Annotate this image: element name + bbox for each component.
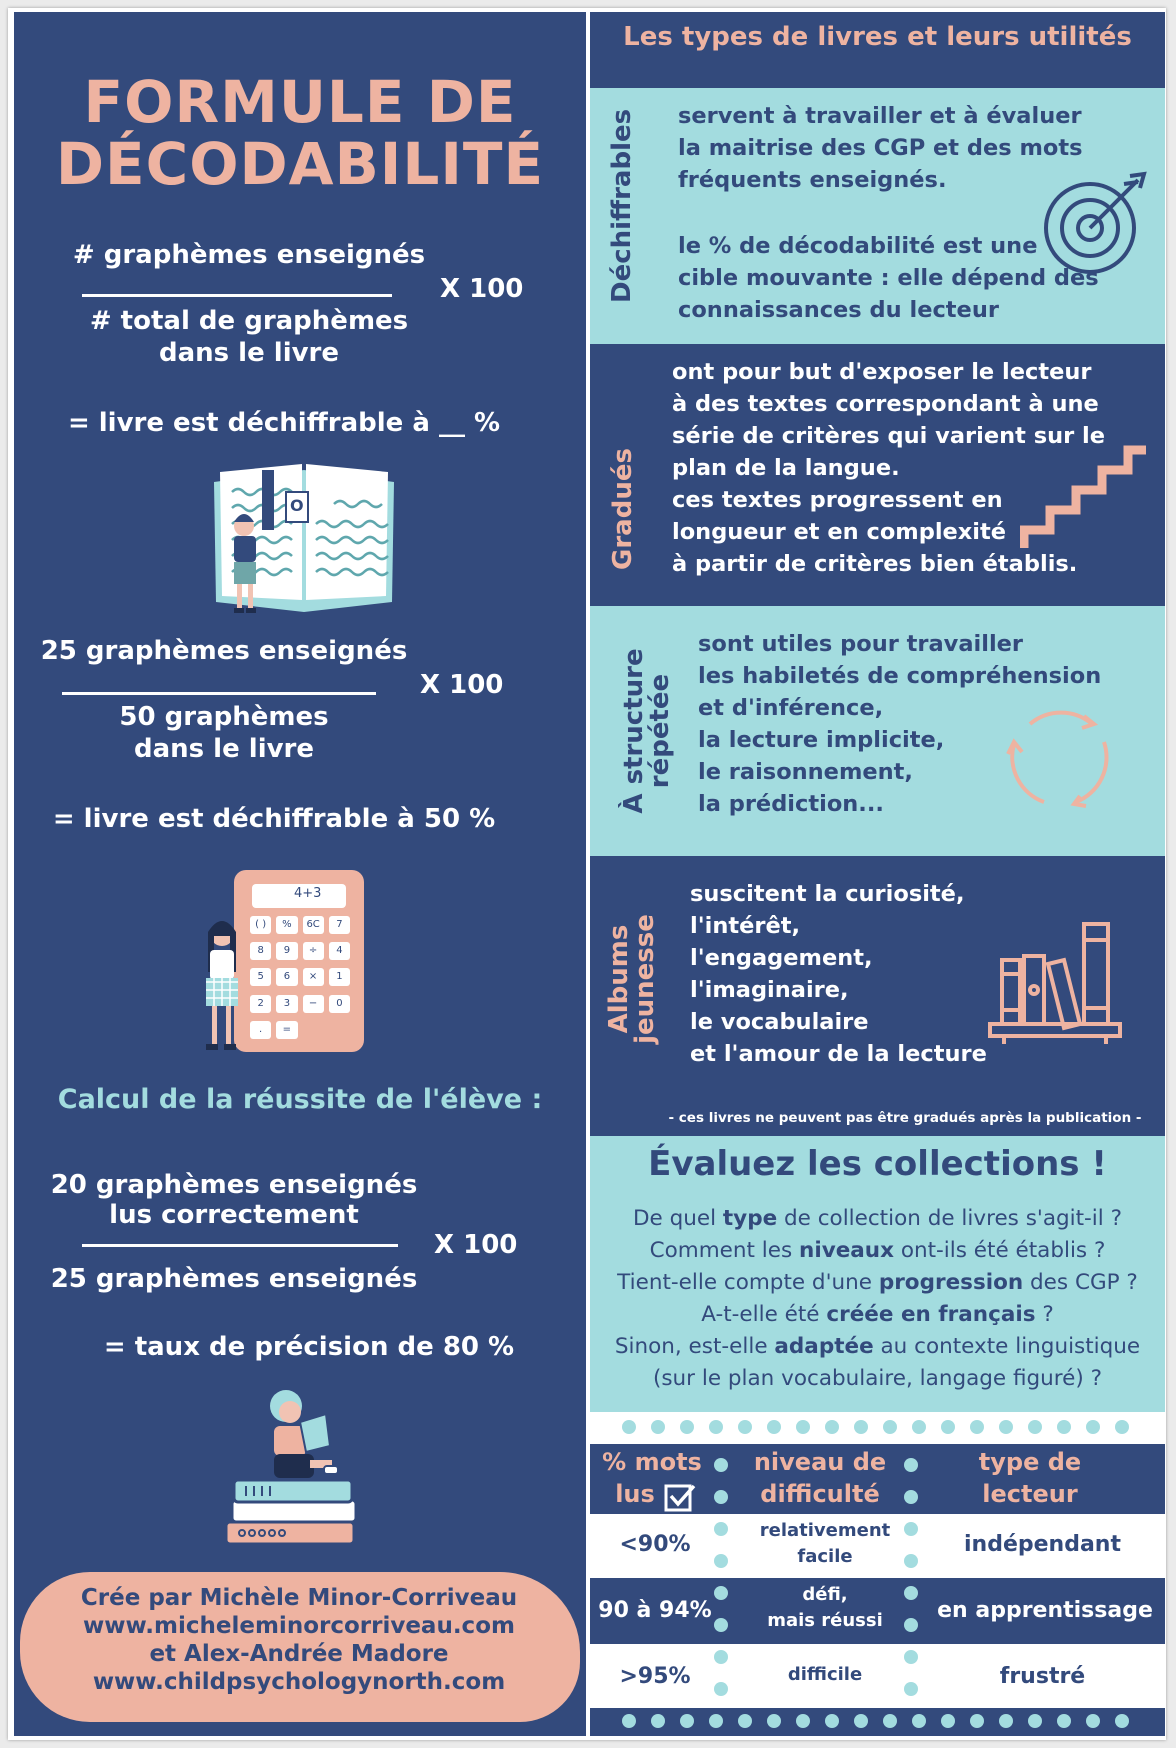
checkbox-check-icon (664, 1482, 698, 1512)
row1-pct: <90% (619, 1532, 691, 1557)
example-numerator: 25 graphèmes enseignés (40, 636, 408, 666)
th-reader-line-2: lecteur (982, 1480, 1078, 1508)
decorative-dot (1115, 1714, 1129, 1728)
label-gradues: Gradués (608, 448, 638, 570)
eval-question: De quel type de collection de livres s'agit-il ? (632, 1206, 1123, 1231)
row3-reader: frustré (999, 1664, 1086, 1689)
decorative-dot (1057, 1714, 1071, 1728)
th-pct-line-2: lus (615, 1480, 655, 1508)
separator-dot (904, 1490, 918, 1504)
decorative-dot (651, 1420, 665, 1434)
success-numerator-line-1: 20 graphèmes enseignés (50, 1170, 418, 1200)
eval-question: (sur le plan vocabulaire, langage figuré) ? (652, 1366, 1103, 1391)
row1-level-line-2: facile (797, 1546, 853, 1567)
stairs-icon (1020, 444, 1150, 554)
albums-note: - ces livres ne peuvent pas être gradués après la publication - (668, 1110, 1142, 1126)
open-book-illustration (204, 452, 404, 622)
bookshelf-icon (986, 920, 1126, 1050)
separator-dot (714, 1682, 728, 1696)
decorative-dot (651, 1714, 665, 1728)
table-row-1 (590, 1514, 1165, 1578)
band-dechiffrables (590, 88, 1165, 344)
eval-question: A-t-elle été créée en français ? (701, 1302, 1054, 1327)
calculator-key: ÷ (303, 942, 324, 960)
dots-row-top-band (590, 1412, 1165, 1444)
band-gradues (590, 344, 1165, 606)
decorative-dot (1028, 1420, 1042, 1434)
decorative-dot (767, 1714, 781, 1728)
th-level-line-2: difficulté (760, 1480, 880, 1508)
decorative-dot (854, 1714, 868, 1728)
separator-dot (714, 1522, 728, 1536)
decorative-dot (1057, 1420, 1071, 1434)
decorative-dot (1028, 1714, 1042, 1728)
eval-question: Sinon, est-elle adaptée au contexte linguistique (614, 1334, 1141, 1359)
decorative-dot (970, 1420, 984, 1434)
calculator-keypad (250, 916, 350, 1042)
decorative-dot (709, 1714, 723, 1728)
table-header-row (590, 1444, 1165, 1514)
separator-dot (904, 1554, 918, 1568)
decorative-dot (912, 1714, 926, 1728)
table-row-3 (590, 1644, 1165, 1708)
example-multiplier: X 100 (420, 670, 504, 700)
dechiffrables-text-2: le % de décodabilité est une cible mouvante : elle dépend des connaissances du lecteur (678, 233, 1099, 323)
decorative-dot (622, 1420, 636, 1434)
dechiffrables-text-1: servent à travailler et à évaluer la maitrise des CGP et des mots fréquents enseignés. (678, 103, 1083, 193)
left-panel (14, 12, 586, 1736)
example-denominator-line-2: dans le livre (133, 734, 315, 764)
formula-result: = livre est déchiffrable à __ % (67, 408, 501, 438)
credits-website-2[interactable]: www.childpsychologynorth.com (92, 1669, 506, 1695)
separator-dot (714, 1490, 728, 1504)
formula-fraction-line (82, 294, 392, 297)
row3-pct: >95% (619, 1664, 691, 1689)
separator-dot (904, 1682, 918, 1696)
formula-denominator-line-1: # total de graphèmes (89, 306, 409, 336)
calc-title: Calcul de la réussite de l'élève : (57, 1084, 543, 1115)
gradues-text: ont pour but d'exposer le lecteur à des textes correspondant à une série de critères qui varient sur le plan de la langue. ces textes progressent en longueur et en complexité à partir de critères bien établis. (672, 359, 1106, 577)
credits-author: Crée par Michèle Minor-Corriveau (80, 1585, 518, 1611)
decorative-dot (883, 1420, 897, 1434)
label-albums-jeunesse-line-1: Albums (604, 924, 634, 1034)
th-level-line-1: niveau de (753, 1448, 887, 1476)
row2-level-line-1: défi, (802, 1584, 848, 1605)
separator-dot (904, 1586, 918, 1600)
calculator-key: = (276, 1021, 297, 1039)
separator-dot (714, 1650, 728, 1664)
calculator-key: ( ) (250, 916, 271, 934)
label-structure-repetee-line-1: À structure (619, 648, 649, 814)
separator-dot (904, 1650, 918, 1664)
decorative-dot (1086, 1420, 1100, 1434)
separator-dot (904, 1522, 918, 1536)
label-dechiffrables: Déchiffrables (607, 108, 637, 303)
calculator-key: − (303, 995, 324, 1013)
types-header: Les types de livres et leurs utilités (623, 22, 1132, 52)
success-numerator-line-2: lus correctement (109, 1200, 359, 1230)
band-structure-repetee (590, 606, 1165, 856)
example-result: = livre est déchiffrable à 50 % (52, 804, 496, 834)
calculator-key: 8 (250, 942, 271, 960)
success-multiplier: X 100 (434, 1230, 518, 1260)
calculator-key: 6C (303, 916, 324, 934)
row2-reader: en apprentissage (937, 1598, 1153, 1623)
decorative-dot (767, 1420, 781, 1434)
calculator-key: % (276, 916, 297, 934)
separator-dot (714, 1618, 728, 1632)
right-panel (590, 12, 1165, 1736)
book-letter: O (290, 496, 304, 515)
th-pct-line-1: % mots (602, 1448, 702, 1476)
calculator-key: 3 (276, 995, 297, 1013)
separator-dot (714, 1554, 728, 1568)
eval-question: Comment les niveaux ont-ils été établis ? (649, 1238, 1106, 1263)
success-result: = taux de précision de 80 % (103, 1332, 515, 1362)
credits-website-1[interactable]: www.micheleminorcorriveau.com (83, 1613, 515, 1639)
decorative-dot (912, 1420, 926, 1434)
target-icon (1042, 168, 1152, 278)
calculator-key: 1 (329, 968, 350, 986)
decorative-dot (883, 1714, 897, 1728)
formula-numerator: # graphèmes enseignés (72, 240, 426, 270)
decorative-dot (738, 1714, 752, 1728)
separator-dot (714, 1586, 728, 1600)
calculator-key: 2 (250, 995, 271, 1013)
example-denominator-line-1: 50 graphèmes (119, 702, 329, 732)
reading-child-illustration (226, 1382, 386, 1562)
success-fraction-line (82, 1244, 398, 1247)
row1-reader: indépendant (964, 1532, 1121, 1557)
albums-jeunesse-text: suscitent la curiosité, l'intérêt, l'engagement, l'imaginaire, le vocabulaire et l'amour de la lecture (690, 881, 987, 1067)
calculator-key: 9 (276, 942, 297, 960)
structure-repetee-text: sont utiles pour travailler les habiletés de compréhension et d'inférence, la lecture implicite, le raisonnement, la prédiction... (698, 631, 1102, 817)
label-structure-repetee-line-2: répétée (645, 673, 675, 789)
formula-multiplier: X 100 (440, 274, 524, 304)
calculator-key: × (303, 968, 324, 986)
decorative-dot (999, 1420, 1013, 1434)
decorative-dot (854, 1420, 868, 1434)
dots-row-bottom-band (590, 1708, 1165, 1736)
decorative-dot (680, 1420, 694, 1434)
calculator-illustration (194, 870, 394, 1070)
decorative-dot (1115, 1420, 1129, 1434)
calculator-key: 7 (329, 916, 350, 934)
decorative-dot (622, 1714, 636, 1728)
decorative-dot (796, 1714, 810, 1728)
main-title-line-1: FORMULE DE (83, 68, 517, 136)
example-fraction-line (62, 692, 376, 695)
decorative-dot (970, 1714, 984, 1728)
credits-coauthor: et Alex-Andrée Madore (149, 1641, 449, 1667)
calculator-key: 0 (329, 995, 350, 1013)
decorative-dot (825, 1714, 839, 1728)
decorative-dot (999, 1714, 1013, 1728)
decorative-dot (941, 1714, 955, 1728)
calculator-key: 5 (250, 968, 271, 986)
formula-denominator-line-2: dans le livre (158, 338, 340, 368)
separator-dot (904, 1458, 918, 1472)
success-denominator: 25 graphèmes enseignés (50, 1264, 418, 1294)
calculator-key: 4 (329, 942, 350, 960)
row3-level: difficile (787, 1664, 863, 1685)
table-row-2 (590, 1578, 1165, 1644)
label-albums-jeunesse-line-1b: jeunesse (630, 914, 660, 1044)
calculator-display: 4+3 (294, 886, 322, 901)
row2-pct: 90 à 94% (598, 1598, 712, 1623)
separator-dot (714, 1458, 728, 1472)
decorative-dot (941, 1420, 955, 1434)
decorative-dot (738, 1420, 752, 1434)
calculator-key: . (250, 1021, 271, 1039)
decorative-dot (709, 1420, 723, 1434)
main-title-line-2: DÉCODABILITÉ (55, 130, 545, 198)
row2-level-line-2: mais réussi (767, 1610, 883, 1631)
decorative-dot (1086, 1714, 1100, 1728)
calculator-key: 6 (276, 968, 297, 986)
decorative-dot (825, 1420, 839, 1434)
eval-title: Évaluez les collections ! (648, 1144, 1107, 1184)
decorative-dot (680, 1714, 694, 1728)
separator-dot (904, 1618, 918, 1632)
cycle-arrows-icon (1000, 702, 1120, 812)
th-reader-line-1: type de (978, 1448, 1082, 1476)
band-albums-jeunesse (590, 856, 1165, 1126)
row1-level-line-1: relativement (759, 1520, 891, 1541)
decorative-dot (796, 1420, 810, 1434)
eval-question: Tient-elle compte d'une progression des CGP ? (617, 1270, 1138, 1295)
